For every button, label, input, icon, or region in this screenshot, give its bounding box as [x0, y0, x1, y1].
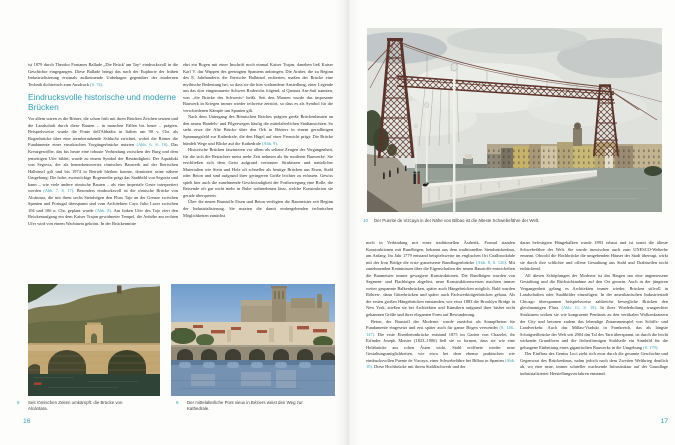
paragraph: All diesen Schöpfungen der Moderne ist das Ringen um eine angemessene Gestaltung und die Rücksichtnahme auf den Ort gemein. Auch in der jüngeren Vergangenheit gelang es Architekten immer wieder, Brücken stilvoll in Landschaften oder Stadtbilder einzufügen. In der amerikanischen Industriestadt Chicago überspannen beispielsweise zahlreiche bewegliche Brücken den gleichnamigen Fluss (Abb. 11, S. 18). In ihrer Wiederholung waagrechter Strukturen wirken sie wie kongruente Pendants zu den vertikalen Wolkenkratzern der City und betonen zudem das lebendige Zusammenspiel von Schiffs- und Landverkehr. Auch das Millau-Viadukt in Frankreich, das als längste Schrägseilbrücke der Welt seit 2004 das Tal des Tarn überspannt, ist durch die leicht wirkende Grundform und die fächerförmigen Stahlseile ein Sinnbild für die gelungene Einbettung eines gigantischen Bauwerks in die Umgebung (S. 179).: [520, 272, 668, 350]
paragraph: ehrt ein Bogen mit einer Inschrift noch einmal Kaiser Trajan, daneben ließ Kaiser Karl V. das Wappen des geeinigten Spaniens anbringen. Die Araber, die zu Beginn des 8. Jahrhunderts die Iberische Halbinsel eroberten, maßen der Brücke eine mythische Bedeutung bei, so dass sie die hier vorhandene Ansiedlung, einer Legende um das dort eingemauerte Schwert Roderichs folgend, al Qantara Am-Saif nannten, was „die Brücke des Schwerts“ heißt. Seit den Mauren wurde das imposante Bauwerk in Kriegen immer wieder teilweise zerstört, so dass es als Symbol für die verschiedenen Kämpfe um Spanien gilt.: [183, 62, 333, 113]
page17-column-1: [366, 240, 515, 402]
center-fold: [336, 0, 360, 445]
figure-8-caption: [17, 400, 135, 412]
page16-column-2: [183, 62, 333, 268]
paragraph: Vor allem waren es die Römer, die schon früh mit ihren Brücken Zeichen setzten und die Landschaft durch diese Bauten – in manchen Fällen bis heute – prägten. Beispielsweise wurde die Ponte dell'Abbadia in Italien um 90 v. Chr. als Bogenbrücke über eine atemberaubende Schlucht errichtet, wobei die Römer die Fundamente einer etruskischen Vorgängerbrücke nutzten (Abb. 6, S. 16). Das Kreuzgewölbe, das bis heute eine robuste Verbindung zwischen der Burg und dem jenseitigen Ufer bildet, wurde zu einem Symbol der Beständigkeit. Der Aquädukt von Segovia, der als bemerkenswertes römisches Bauwerk auf der Iberischen Halbinsel gilt und bis 1974 in Betrieb bleiben konnte, dominiert seine nähere Umgebung: Die hohe, zweistöckige Bogenreihe prägt das Stadtbild von Segovia und kann – wie viele andere römische Bauten – als eine imperiale Geste interpretiert werden (Abb. 7, S. 17). Besonders eindrucksvoll ist die römische Brücke von Alcántara, die mit ihren sechs Steinbögen den Fluss Tajo an der Grenze zwischen Spanien und Portugal überspannt und vom Architekten Cayo Julio Lacer zwischen 104 und 106 n. Chr. geplant wurde (Abb. 8). Am linken Ufer des Tajo ziert den Brückenaufgang ein dem Kaiser Trajan gewidmeter Tempel, die Anhöhe am rechten Ufer wird von einem Wachturm gekrönt. In der Brückenmitte: [28, 116, 178, 227]
paragraph: Über die neuen Baustoffe Eisen und Beton verfügten die Baumeister seit Beginn der Industrialisierung. Sie nutzten die damit einhergehenden technischen Möglichkeiten zunächst: [183, 199, 333, 218]
figure-9-caption: [176, 400, 306, 412]
paragraph: Beton, der Baustoff der Moderne, wurde zunächst als Stampfbeton für Fundamente eingesetzt und erst später auch für ganze Bögen verwendet (S. 146–147). Die erste Eisenbetonbrücke entstand 1875 im Garten von Chazelet, ihr Erfinder Joseph Monier (1823–1906) ließ sie so formen, dass sie wie eine Holzbrücke aus rohen Ästen wirkt. Stahl eröffnete wieder neue Gestaltungsmöglichkeiten, wie etwa bei dem ebenso praktischen wie eindrucksvollen Puente de Vizcaya, einer Schwebefähre bei Bilbao in Spanien (Abb. 10). Diese Hochbrücke mit ihrem Stahlfachwerk und der: [366, 318, 515, 370]
paragraph: Historische Brücken faszinieren vor allem als seltene Zeugen der Vergangenheit, für die sich die Betrachter meist mehr Zeit nehmen als für moderne Bauwerke. Sie erschließen sich dem Geist aufgrund vertrauter Strukturen und natürlicher Materialien wie Stein und Holz oft schneller als heutige Brücken aus Eisen, Stahl oder Beton und sind aufgrund ihrer geringeren Größe leichter zu erfassen. Gewiss spielt hier auch die zunehmende Geschwindigkeit der Fortbewegung eine Rolle, die Reisende oft gar nicht mehr in Ruhe wahrnehmen lässt, welche Konstruktion sie gerade überqueren.: [183, 147, 333, 198]
figure-10-caption-text: Der Puente de Vizcaya in der Nähe von Bilbao ist die älteste Schwebefähre der Welt.: [374, 218, 540, 223]
paragraph: Der Einfluss des Genius Loci zieht sich zwar durch die gesamte Geschichte und Gegenwart des Brückenbaus, nahm jedoch nach dem Zweiten Weltkrieg deutlich ab, wo eine neue, immer schneller wachsende Infrastruktur auf der Grundlage industrialisierter Herstellungsverfahren entstand.: [520, 351, 668, 376]
beziers-pont-vieux-illustration: [171, 284, 335, 396]
section-heading: Eindrucksvolle historische und moderne Brücken: [28, 92, 177, 112]
figure-9-beziers-photo: [171, 284, 335, 396]
alcantara-bridge-illustration: [28, 284, 160, 396]
figure-10-vizcaya-bridge-photo: [367, 28, 662, 212]
paragraph: Nach dem Untergang des Römischen Reiches prägten große Brückenbauten an den neuen Handels- und Pilgerwegen häufig die mittelalterlichen Stadtansichten. So steht etwa die Alte Brücke über den Orb in Béziers in einem geradlinigen Spannungsfeld zur Kathedrale, die den Hügel auf einer Fernsicht prägt: Die Brücke bündelt Wege und Blicke auf die Kathedrale (Abb. 9).: [183, 114, 333, 146]
paragraph: daran befestigten Hängebalken wurde 1893 erbaut und ist somit die älteste Schwebefähre der Welt. Sie wurde inzwischen auch zum UNESCO-Welterbe ernannt. Obwohl die Hochbrücke die umgebenden Häuser der Stadt überragt, wirkt sie durch ihre schlichte und offene Gestaltung aus Stahl und Drahtseilen nicht erdrückend.: [520, 240, 668, 272]
figure-10-caption: [363, 218, 663, 224]
paragraph: noch in Verbindung mit einer traditionellen Ästhetik. Formal standen Konstruktionen mit Rundbögen, bekannt aus dem traditionellen Steinbrückenbau, am Anfang. Im Jahr 1779 entstand beispielsweise im englischen Ort Coalbrookdale mit der Iron Bridge die erste gusseiserne Rundbogenbrücke (Abb. 8, S. 126). Mit zunehmenden Kenntnissen über die Eigenschaften der neuen Baustoffe entwickelten die Baumeister immer gewagtere Konstruktionen. Die Rundbögen wurden von Segment- und Flachbögen abgelöst, neue Konstruktionsweisen machten immer weiter gespannte Balkenbrücken, später auch Hängebrücken möglich. Bald wurden Röhren-, dann Gitterbrücken und später auch Fachwerkträgerbrücken gebaut. Als die ersten großen Hängebrücken entstanden, wie etwa 1883 die Brooklyn Bridge in New York, stießen sie bei Architekten und Künstlern aufgrund ihrer bisher nicht gekannten Größe und ihrer eleganten Form auf Bewunderung.: [366, 240, 515, 318]
figure-9-caption-text: Der mittelalterliche Pont vieux in Béziers weist den Weg zur Kathedrale.: [187, 400, 303, 411]
figure-8-alcantara-bridge-photo: [28, 284, 160, 396]
figure-8-number: 8: [17, 400, 20, 405]
figure-9-number: 9: [176, 400, 179, 405]
page17-column-2: [520, 240, 668, 416]
page16-column-1: [28, 62, 178, 260]
figure-10-number: 10: [363, 218, 368, 223]
page-number-17: 17: [660, 418, 668, 425]
figure-8-caption-text: Seit römischen Zeiten umkämpft: die Brücke von Alcántara.: [28, 400, 123, 411]
paragraph: ist 1879 durch Theodor Fontanes Ballade „Die Brück' am Tay“ eindrucksvoll in die Geschichte eingegangen. Diese Ballade bringt das nach der Euphorie der frühen Industrialisierung erstmals aufkeimende Unbehagen gegenüber der modernen Technik dichterisch zum Ausdruck (S. 74).: [28, 62, 178, 87]
vizcaya-bridge-illustration: [367, 28, 662, 212]
page-number-16: 16: [23, 418, 31, 425]
